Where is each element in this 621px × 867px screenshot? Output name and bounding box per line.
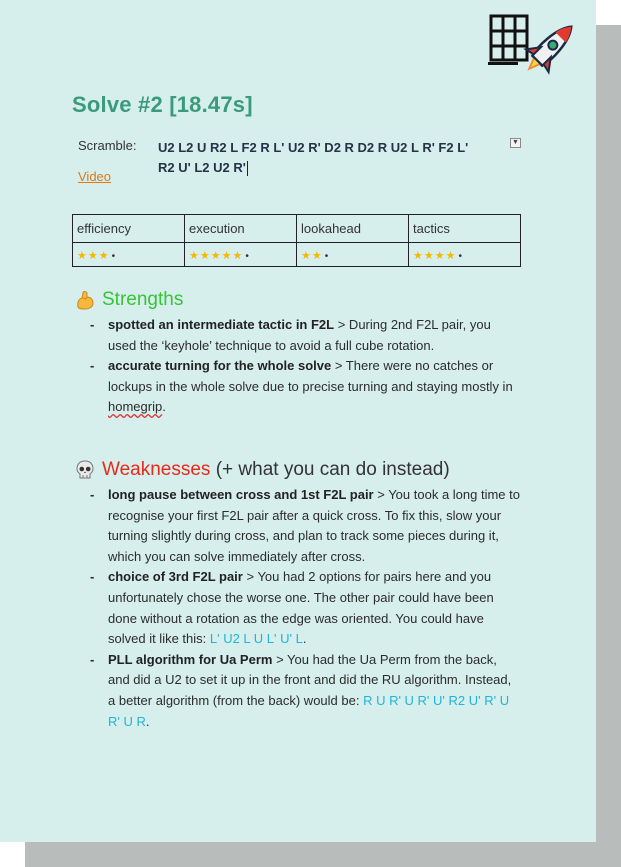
header-execution: execution	[185, 215, 297, 243]
star-icon: ★	[413, 250, 424, 262]
header-lookahead: lookahead	[297, 215, 409, 243]
list-item	[90, 485, 520, 567]
star-icon: ★	[301, 250, 312, 262]
star-icon: ★	[210, 250, 222, 262]
stars-lookahead[interactable]	[297, 243, 409, 267]
rating-more-icon: •	[111, 251, 116, 262]
item-heading: PLL algorithm for Ua Perm	[108, 651, 273, 667]
item-text: > There were no catches or lockups in the whole solve due to precise turning and staying mostly in	[108, 358, 513, 394]
item-heading: spotted an intermediate tactic in F2L	[108, 317, 335, 332]
star-icon: ★	[77, 250, 88, 262]
list-item	[90, 650, 520, 732]
star-icon: ★	[189, 250, 200, 262]
list-item	[90, 356, 520, 418]
spellcheck-word: homegrip	[108, 399, 163, 415]
chevron-down-icon: ▼	[512, 139, 519, 146]
ratings-header-row	[73, 215, 521, 243]
weaknesses-heading	[74, 459, 450, 481]
item-heading: long pause between cross and 1st F2L pair	[108, 487, 374, 502]
item-text: > During 2nd F2L pair, you used the ‘keyhole’ technique to avoid a full cube rotation.	[108, 317, 491, 353]
ratings-stars-row	[73, 243, 521, 267]
flexed-biceps-icon	[74, 289, 96, 311]
cube-rocket-logo	[488, 10, 588, 80]
ratings-table	[72, 214, 521, 267]
weaknesses-title: Weaknesses	[102, 459, 211, 481]
star-icon: ★	[434, 250, 446, 262]
scramble-text[interactable]	[158, 138, 510, 178]
scramble-dropdown-button[interactable]	[510, 138, 521, 148]
scramble-line-2: R2 U' L2 U2 R'	[158, 160, 246, 175]
list-item	[90, 315, 520, 356]
page-title: Solve #2 [18.47s]	[72, 92, 253, 117]
strengths-heading	[74, 289, 183, 311]
algorithm-text: L' U2 L U L' U' L	[209, 631, 303, 647]
rating-more-icon: •	[245, 251, 249, 262]
star-icon: ★	[98, 250, 110, 262]
star-icon: ★	[445, 250, 457, 262]
scramble-label: Scramble:	[78, 138, 137, 153]
item-text: > You took a long time to recognise your first F2L pair after a quick cross. To fix this, slow your turning slightly during cross, and plan to track some pieces during it, which you can solve immediately after cross.	[108, 487, 520, 564]
text-caret	[247, 161, 248, 176]
item-heading: accurate turning for the whole solve	[108, 358, 332, 374]
skull-icon	[74, 459, 96, 481]
stars-efficiency[interactable]	[73, 243, 185, 267]
header-tactics: tactics	[409, 215, 521, 243]
strengths-title: Strengths	[102, 289, 184, 311]
item-text: > You had 2 options for pairs here and you unfortunately chose the worse one. The other pair could have been done without a rotation as the edge was oriented. You could have solved it like this:	[108, 569, 494, 647]
star-icon: ★	[199, 250, 211, 262]
scramble-line-1: U2 L2 U R2 L F2 R L' U2 R' D2 R D2 R U2 L R' F2 L'	[158, 140, 469, 155]
stars-tactics[interactable]	[409, 243, 521, 267]
item-tail: .	[162, 399, 166, 415]
weaknesses-subtitle: (+ what you can do instead)	[210, 459, 450, 481]
rating-more-icon: •	[324, 251, 329, 262]
star-icon: ★	[221, 250, 233, 262]
star-icon: ★	[423, 250, 435, 262]
item-tail: .	[302, 631, 307, 647]
item-text: > You had the Ua Perm from the back, and did a U2 to set it up in the front and did the RU algorithm. Instead, a better algorithm (from the back) would be:	[108, 651, 512, 708]
item-tail: .	[145, 713, 150, 729]
list-item	[90, 567, 520, 649]
weaknesses-list	[90, 485, 520, 732]
header-efficiency: efficiency	[73, 215, 185, 243]
video-link[interactable]: Video	[78, 169, 112, 184]
item-heading: choice of 3rd F2L pair	[108, 569, 243, 585]
star-icon: ★	[87, 250, 99, 262]
star-icon: ★	[311, 250, 323, 262]
algorithm-text: R U R' U R' U' R2 U' R' U R' U R	[108, 692, 510, 729]
rating-more-icon: •	[458, 251, 463, 262]
star-icon: ★	[232, 250, 244, 262]
stars-execution[interactable]	[185, 243, 297, 267]
strengths-list	[90, 315, 520, 418]
